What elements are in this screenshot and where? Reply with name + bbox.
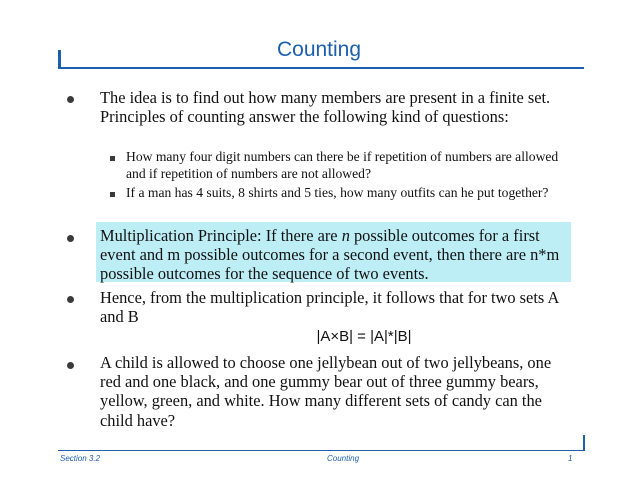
footer-section: Section 3.2 [60,454,101,463]
sub-bullet-digits: How many four digit numbers can there be if repetition of numbers are allowed and if repetition of numbers are not allowed? [126,149,559,181]
sub-bullet-square-icon [110,192,115,197]
sub-bullet-square-icon [110,156,115,161]
bullet-multiplication-principle [100,226,572,284]
bullet-jellybean-problem: A child is allowed to choose one jellybean out of two jellybeans, one red and one black, and one gummy bear out of three gummy bears, yellow, green, and white. How many different sets of candy can the child have? [100,353,552,430]
bullet-dot-icon [67,96,74,103]
mp-text-before: Multiplication Principle: If there are [100,226,342,245]
mp-text-after: possible outcomes for a first event and m possible outcomes for a second event, then there are n*m possible outcomes for the sequence of two events. [100,226,560,284]
footer-accent-tick [583,435,585,451]
sub-bullet-outfits: If a man has 4 suits, 8 shirts and 5 ties, how many outfits can he put together? [126,185,549,200]
bullet-dot-icon [67,235,74,242]
bullet-hence: Hence, from the multiplication principle, it follows that for two sets A and B [100,288,559,327]
footer-page-number: 1 [568,454,573,463]
bullet-intro: The idea is to find out how many members are present in a finite set. Principles of counting answer the following kind of questions: [100,88,551,127]
footer-divider [58,450,584,451]
formula-cartesian-product: |A×B| = |A|*|B| [316,328,412,345]
bullet-dot-icon [67,362,74,369]
footer-topic: Counting [327,454,360,463]
bullet-dot-icon [67,296,74,303]
slide-title: Counting [276,38,362,61]
mp-italic-n: n [341,226,350,245]
